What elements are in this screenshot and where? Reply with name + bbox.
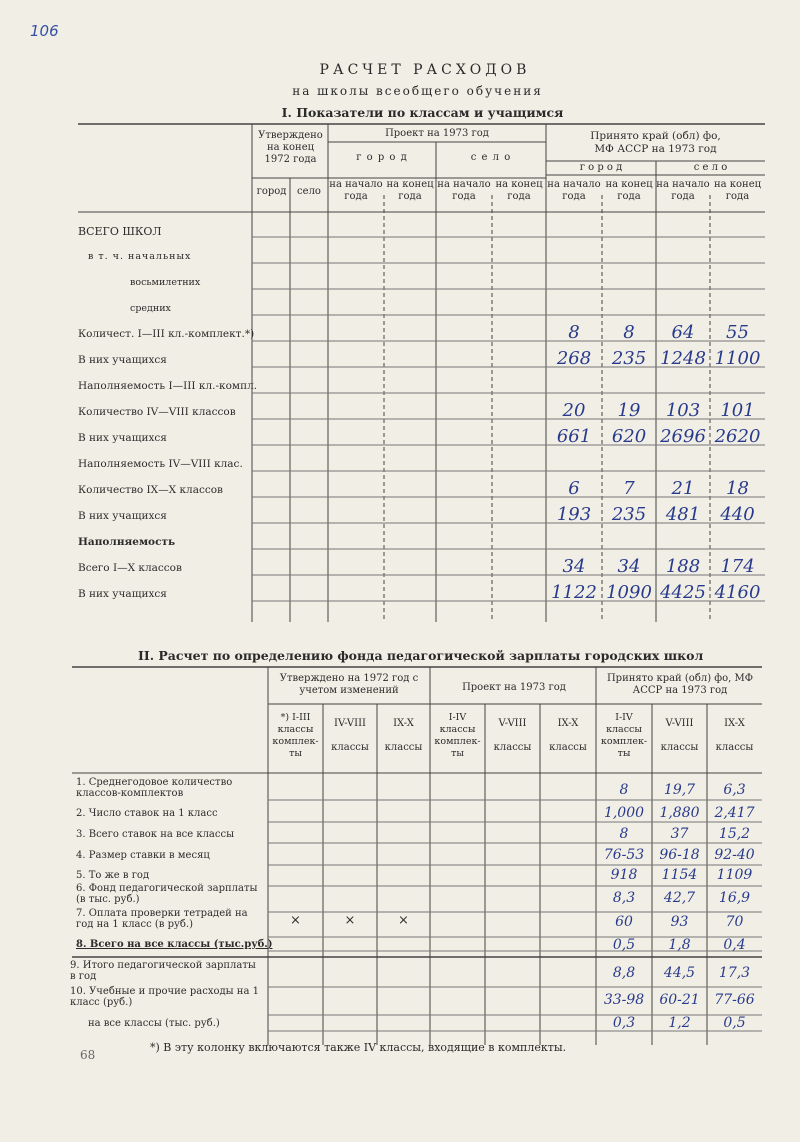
s2-row-label: 2. Число ставок на 1 класс (76, 808, 218, 819)
s2-value-cell: 93 (670, 914, 689, 930)
s2-value-cell: 16,9 (718, 890, 751, 906)
section1-heading: I. Показатели по классам и учащимся (281, 105, 564, 120)
s1-h-end: на конец года (605, 179, 653, 202)
s1-project-city: г о р о д (356, 152, 408, 163)
s2-value-cell: 60-21 (659, 992, 700, 1008)
s2-value-cell: 8,3 (612, 890, 636, 906)
s2-row-label: 9. Итого педагогической зарплаты в год (70, 960, 256, 982)
s1-row-label: ВСЕГО ШКОЛ (78, 225, 162, 238)
s2-value-cell: 42,7 (663, 890, 696, 906)
s1-value-cell: 101 (720, 400, 755, 421)
s1-row-label: Количест. I—III кл.-комплект.*) (78, 328, 255, 340)
corner-note: 106 (30, 22, 59, 40)
s1-value-cell: 6 (568, 478, 580, 499)
s1-value-cell: 7 (623, 478, 635, 499)
s2-value-cell: 96-18 (659, 847, 700, 863)
s1-value-cell: 4160 (714, 582, 761, 603)
s1-value-cell: 19 (617, 400, 641, 421)
s2-value-cell: 8 (619, 782, 629, 798)
s2-cross-mark: × (398, 913, 409, 928)
s1-project-village: с е л о (470, 152, 512, 163)
s2-value-cell: 6,3 (723, 782, 746, 798)
footnote: *) В эту колонку включаются также IV классы, входящие в комплекты. (150, 1041, 567, 1054)
s2-value-cell: 0,5 (612, 937, 636, 953)
s1-value-cell: 34 (617, 556, 641, 577)
s1-value-cell: 235 (611, 348, 647, 369)
s2-value-cell: 1,000 (603, 805, 645, 821)
s1-row-label: Всего I—X классов (78, 562, 182, 574)
s1-value-cell: 64 (671, 322, 695, 343)
s1-accepted-village: с е л о (693, 162, 728, 173)
section2-heading: II. Расчет по определению фонда педагогической зарплаты городских школ (138, 648, 704, 663)
s1-approved-city: город (256, 186, 287, 197)
s2-value-cell: 0,3 (612, 1015, 636, 1031)
s2-value-cell: 0,5 (723, 1015, 746, 1031)
s1-value-cell: 103 (665, 400, 701, 421)
s2-value-cell: 1,8 (668, 937, 691, 953)
s1-row-label: В них учащихся (78, 432, 167, 444)
s2-row-label: 3. Всего ставок на все классы (76, 829, 235, 840)
s1-accepted-header-1: Принято край (обл) фо, (590, 130, 721, 142)
s1-value-cell: 4425 (660, 582, 706, 603)
s2-col-accepted-i-iv: I-IV классы комплек- ты (600, 712, 648, 759)
s2-col-approved-ix-x: IX-X (393, 718, 414, 729)
s1-h-start: на начало года (329, 179, 383, 202)
s2-row-label: на все классы (тыс. руб.) (88, 1018, 220, 1029)
s2-accepted-header: Принято край (обл) фо, МФ АССР на 1973 год (606, 673, 754, 696)
s1-row-label: В них учащихся (78, 510, 167, 522)
s1-value-cell: 21 (671, 478, 695, 499)
s2-col-project-v-viii: V-VIII (498, 718, 527, 729)
s2-value-cell: 1109 (716, 867, 753, 883)
s2-col-classes: классы (715, 742, 754, 753)
s2-col-approved-iv-viii: IV-VIII (334, 718, 366, 729)
s1-accepted-header-2: МФ АССР на 1973 год (594, 143, 717, 155)
s2-row-label: 6. Фонд педагогической зарплаты (в тыс. руб.) (76, 883, 258, 905)
s1-approved-header: Утверждено на конец 1972 года (258, 130, 323, 165)
s1-value-cell: 8 (623, 322, 635, 343)
s1-value-cell: 8 (568, 322, 580, 343)
s2-value-cell: 44,5 (663, 965, 696, 981)
s2-col-approved-i-iii: *) I-III классы комплек- ты (272, 712, 319, 759)
s1-row-label: Количество IV—VIII классов (78, 406, 236, 418)
s2-value-cell: 37 (670, 826, 689, 842)
s1-value-cell: 174 (720, 556, 755, 577)
s1-h-start: на начало года (656, 179, 710, 202)
s1-value-cell: 20 (562, 400, 586, 421)
s2-value-cell: 15,2 (718, 826, 751, 842)
s2-col-classes: классы (549, 742, 587, 753)
s1-value-cell: 235 (611, 504, 647, 525)
s2-approved-header: Утверждено на 1972 год с учетом изменений (279, 673, 419, 696)
s1-value-cell: 193 (556, 504, 592, 525)
s2-value-cell: 76-53 (603, 847, 645, 863)
s2-cross-mark: × (344, 913, 356, 928)
s2-value-cell: 92-40 (714, 847, 755, 863)
s1-value-cell: 1122 (551, 582, 597, 603)
s2-value-cell: 70 (725, 914, 744, 930)
s1-row-label: В них учащихся (78, 588, 167, 600)
s2-value-cell: 33-98 (603, 992, 645, 1008)
s1-row-label: средних (130, 303, 171, 314)
s1-row-label: в т. ч. начальных (88, 251, 192, 262)
s2-value-cell: 1,2 (668, 1015, 691, 1031)
s2-col-classes: классы (384, 742, 423, 753)
s1-accepted-city: г о р о д (579, 162, 623, 173)
s1-h-start: на начало года (437, 179, 491, 202)
s1-value-cell: 481 (665, 504, 701, 525)
s1-approved-village: село (297, 186, 321, 197)
s1-value-cell: 1248 (660, 348, 706, 369)
s1-value-cell: 661 (556, 426, 592, 447)
s2-row-label: 1. Среднегодовое количество классов-комплектов (76, 777, 233, 799)
s2-col-classes: классы (493, 742, 532, 753)
s2-cross-mark: × (290, 913, 301, 928)
s2-value-cell: 0,4 (723, 937, 746, 953)
s1-value-cell: 620 (611, 426, 647, 447)
s2-col-classes: классы (660, 742, 699, 753)
s2-value-cell: 918 (610, 867, 638, 883)
s2-value-cell: 19,7 (663, 782, 696, 798)
page-number: 68 (80, 1048, 96, 1062)
s2-value-cell: 8,8 (612, 965, 636, 981)
s2-value-cell: 77-66 (714, 992, 755, 1008)
s2-value-cell: 1,880 (659, 805, 700, 821)
s1-value-cell: 268 (556, 348, 592, 369)
s1-value-cell: 188 (665, 556, 701, 577)
s2-row-label: 7. Оплата проверки тетрадей на год на 1 класс (в руб.) (76, 908, 248, 930)
s1-value-cell: 34 (562, 556, 586, 577)
page-title: РАСЧЕТ РАСХОДОВ (319, 62, 531, 78)
s1-project-header: Проект на 1973 год (385, 128, 489, 139)
s1-value-cell: 18 (726, 478, 749, 499)
s1-row-label: Количество IX—X классов (78, 484, 223, 496)
s2-row-label: 4. Размер ставки в месяц (76, 850, 210, 861)
s2-row-label: 8. Всего на все классы (тыс.руб.) (76, 939, 273, 950)
s2-row-label: 10. Учебные и прочие расходы на 1 класс (руб.) (70, 986, 259, 1008)
s1-row-label: Наполняемость IV—VIII клас. (78, 458, 243, 470)
s1-row-label: восьмилетних (130, 277, 201, 288)
s1-h-end: на конец года (386, 179, 434, 202)
s1-value-cell: 2620 (714, 426, 761, 447)
s2-value-cell: 17,3 (718, 965, 751, 981)
s2-value-cell: 60 (615, 914, 633, 930)
s2-col-project-ix-x: IX-X (557, 718, 579, 729)
s2-col-accepted-ix-x: IX-X (724, 718, 745, 729)
s1-row-label: Наполняемость I—III кл.-компл. (78, 380, 258, 392)
page-subtitle: на школы всеобщего обучения (292, 84, 543, 98)
s1-value-cell: 1090 (606, 582, 652, 603)
s1-value-cell: 1100 (714, 348, 761, 369)
s1-value-cell: 2696 (660, 426, 706, 447)
s1-h-end: на конец года (713, 179, 762, 202)
s1-row-label: Наполняемость (78, 536, 176, 548)
s2-col-classes: классы (331, 742, 369, 753)
s1-h-start: на начало года (547, 179, 601, 202)
s1-h-end: на конец года (495, 179, 543, 202)
s2-col-accepted-v-viii: V-VIII (665, 718, 694, 729)
s1-value-cell: 440 (720, 504, 755, 525)
s2-col-project-i-iv: I-IV классы комплек- ты (434, 712, 481, 759)
s2-project-header: Проект на 1973 год (462, 682, 566, 693)
s1-value-cell: 55 (726, 322, 749, 343)
s2-value-cell: 2,417 (714, 805, 755, 821)
s2-value-cell: 1154 (661, 867, 698, 883)
s1-row-label: В них учащихся (78, 354, 167, 366)
s2-value-cell: 8 (619, 826, 629, 842)
s2-row-label: 5. То же в год (76, 870, 150, 881)
